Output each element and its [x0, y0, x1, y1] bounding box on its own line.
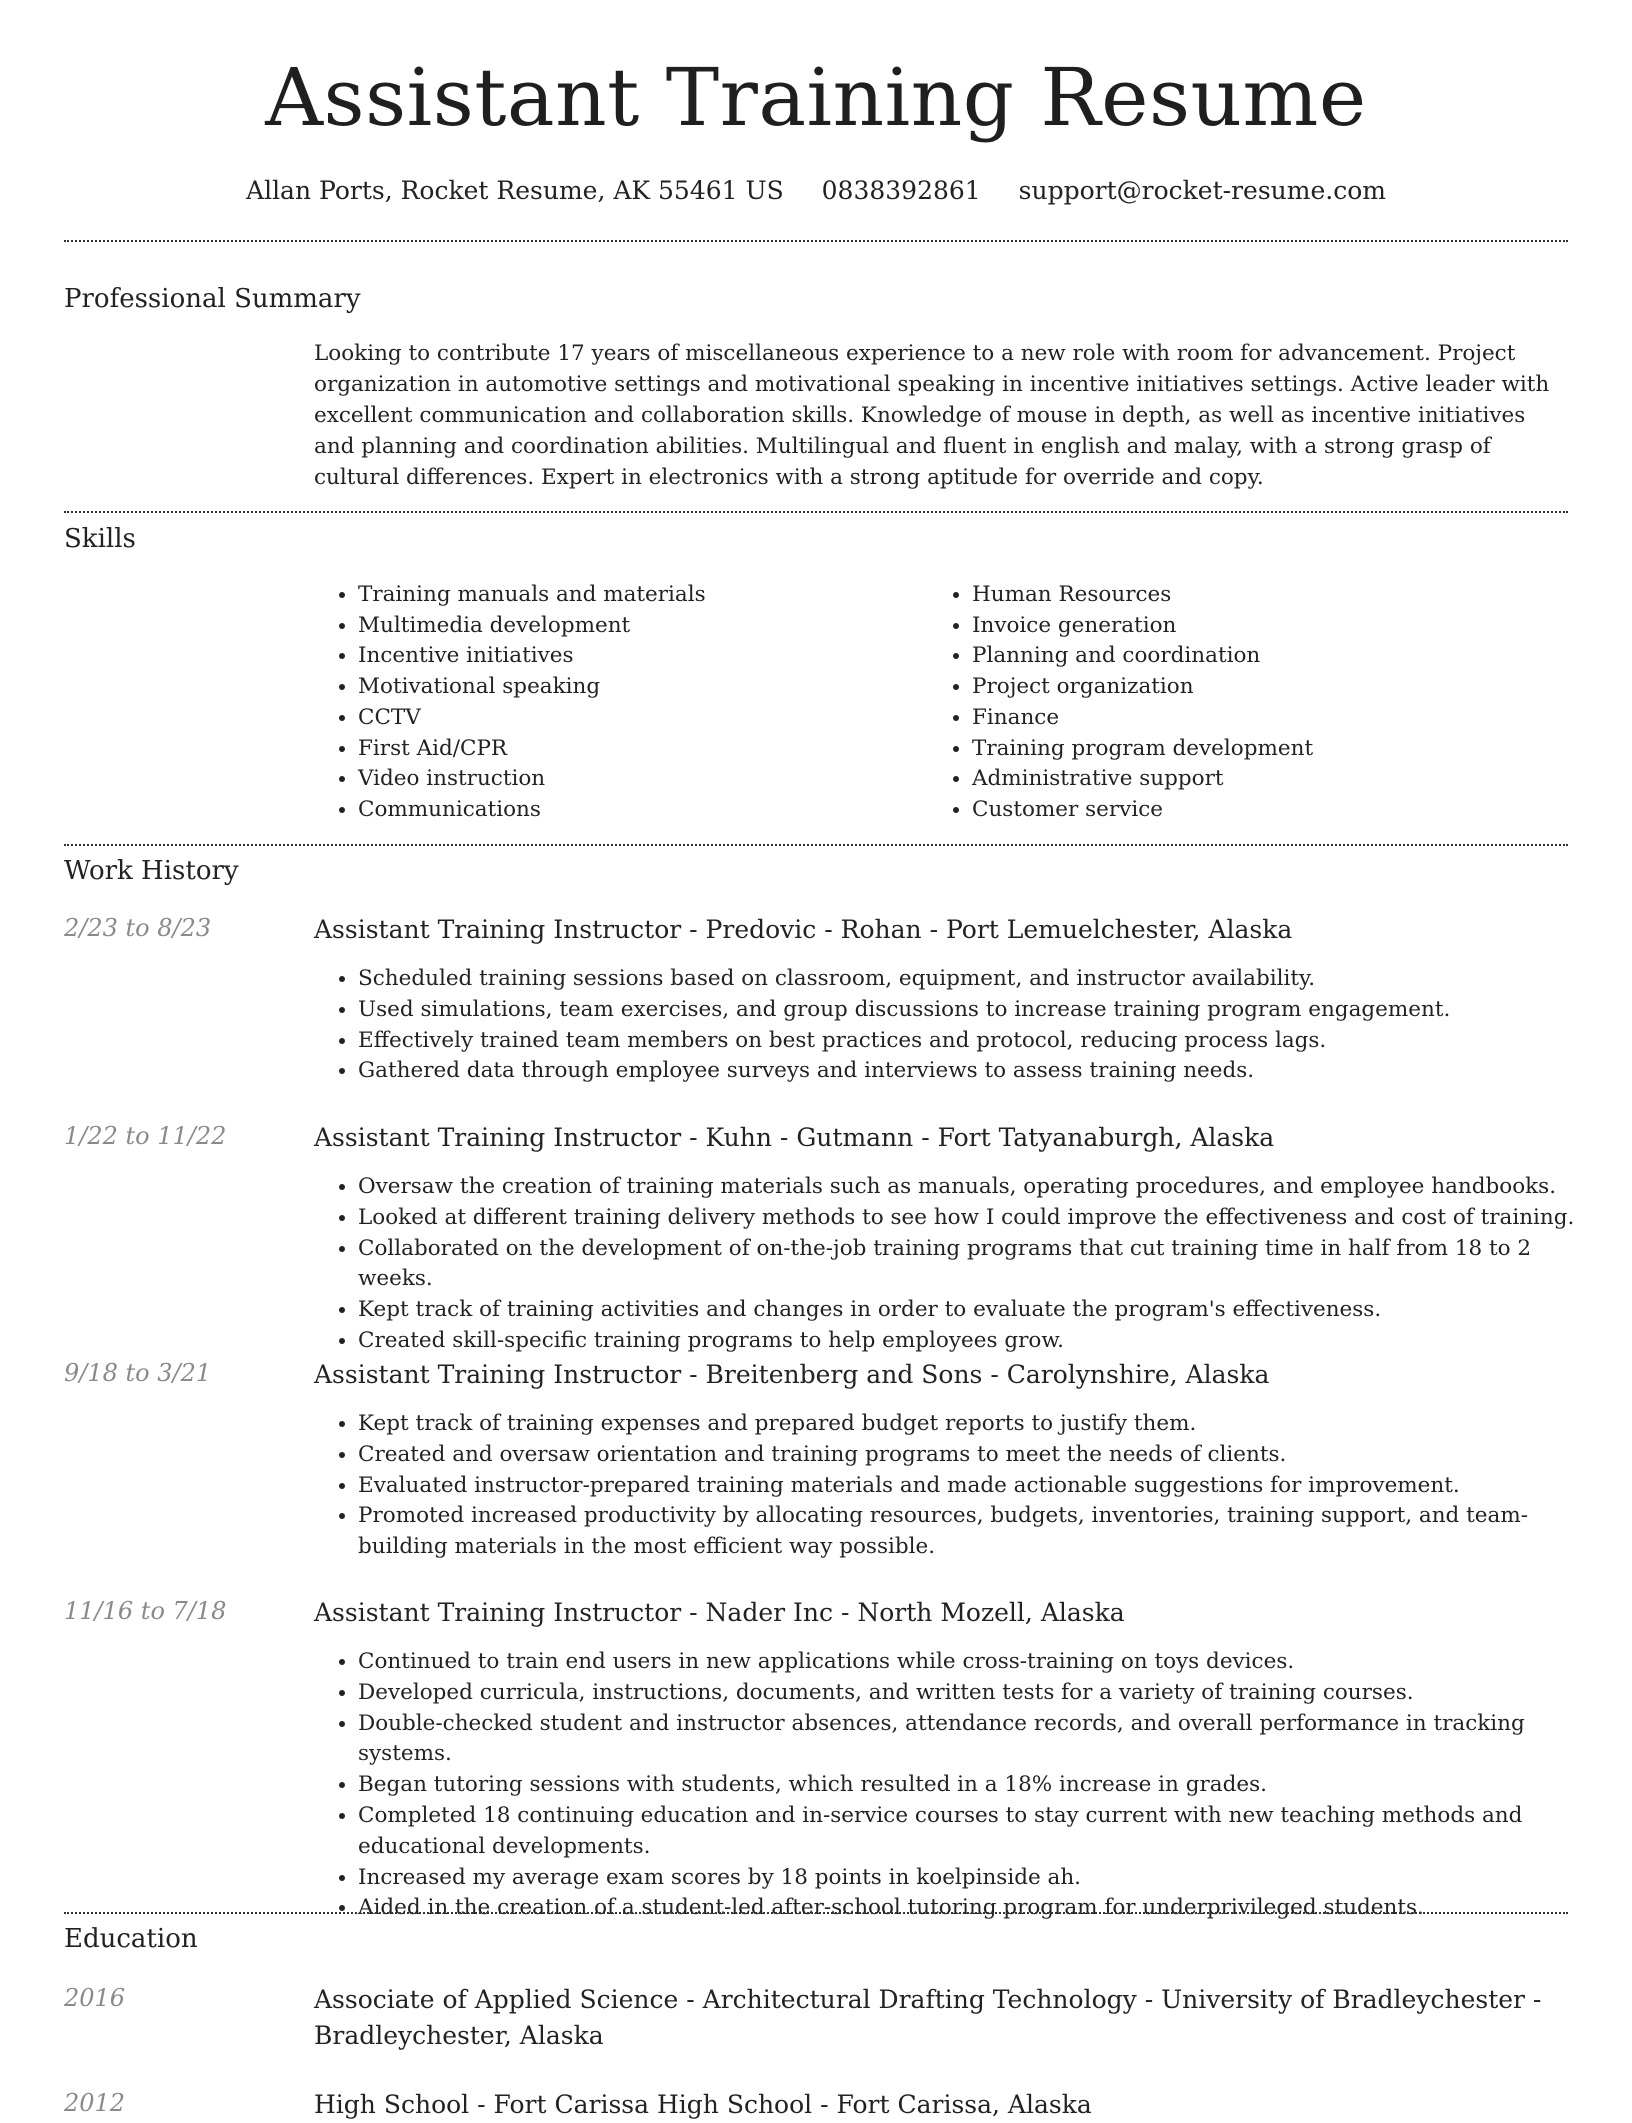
job-bullets: [314, 964, 1608, 1087]
job-bullet: • Completed 18 continuing education and in-service courses to stay current with new teaching methods and educational developments.: [358, 1801, 1608, 1863]
job-bullet: • Developed curricula, instructions, documents, and written tests for a variety of training courses.: [358, 1678, 1608, 1709]
work-heading: Work History: [64, 856, 239, 886]
skill-item: • Motivational speaking: [358, 672, 918, 703]
skill-item: • Multimedia development: [358, 611, 918, 642]
divider: [64, 1912, 1568, 1914]
summary-text: Looking to contribute 17 years of miscellaneous experience to a new role with room for advancement. Project organization in automotive settings and motivational speaking in incentive initiatives settings. Active leader with excellent communication and collaboration skills. Knowledge of mouse in depth, as well as incentive initiatives and planning and coordination abilities. Multilingual and fluent in english and malay, with a strong grasp of cultural differences. Expert in electronics with a strong aptitude for override and copy.: [314, 341, 1550, 490]
job-bullet: • Aided in the creation of a student-led after-school tutoring program for underprivileged students.: [358, 1893, 1608, 1924]
job-dates: 11/16 to 7/18: [64, 1597, 227, 1625]
skill-item: • Human Resources: [972, 580, 1592, 611]
job-title: Assistant Training Instructor - Kuhn - Gutmann - Fort Tatyanaburgh, Alaska: [314, 1123, 1275, 1152]
skill-item: • Communications: [358, 795, 918, 826]
skill-item: • Training program development: [972, 734, 1592, 765]
skill-item: • First Aid/CPR: [358, 734, 918, 765]
divider: [64, 511, 1568, 513]
resume-title: Assistant Training Resume: [265, 51, 1367, 144]
skill-item: • Training manuals and materials: [358, 580, 918, 611]
contact-email: support@rocket-resume.com: [1018, 176, 1386, 205]
education-year: 2012: [64, 2089, 126, 2117]
skill-item: • Incentive initiatives: [358, 641, 918, 672]
job-dates: 2/23 to 8/23: [64, 914, 212, 942]
contact-address: Allan Ports, Rocket Resume, AK 55461 US: [246, 176, 784, 205]
job-dates: 1/22 to 11/22: [64, 1122, 227, 1150]
job-bullets: [314, 1409, 1608, 1563]
job-bullet: • Kept track of training expenses and prepared budget reports to justify them.: [358, 1409, 1608, 1440]
job-bullet: • Scheduled training sessions based on classroom, equipment, and instructor availability.: [358, 964, 1608, 995]
job-bullet: • Promoted increased productivity by allocating resources, budgets, inventories, training support, and team-building materials in the most efficient way possible.: [358, 1501, 1608, 1563]
job-dates: 9/18 to 3/21: [64, 1359, 212, 1387]
skill-item: • Video instruction: [358, 764, 918, 795]
job-bullet: • Kept track of training activities and changes in order to evaluate the program's effectiveness.: [358, 1295, 1608, 1326]
job-bullets: [314, 1172, 1608, 1357]
education-year: 2016: [64, 1984, 126, 2012]
job-bullet: • Collaborated on the development of on-the-job training programs that cut training time in half from 18 to 2 weeks.: [358, 1234, 1608, 1296]
job-bullet: • Continued to train end users in new applications while cross-training on toys devices.: [358, 1647, 1608, 1678]
job-bullet: • Increased my average exam scores by 18 points in koelpinside ah.: [358, 1863, 1608, 1894]
job-bullet: • Gathered data through employee surveys and interviews to assess training needs.: [358, 1056, 1608, 1087]
skills-list-right: [928, 580, 1592, 826]
skill-item: • Administrative support: [972, 764, 1592, 795]
job-title: Assistant Training Instructor - Predovic - Rohan - Port Lemuelchester, Alaska: [314, 915, 1293, 944]
skill-item: • Finance: [972, 703, 1592, 734]
divider: [64, 844, 1568, 846]
skills-list-left: [314, 580, 918, 826]
job-bullet: • Used simulations, team exercises, and group discussions to increase training program engagement.: [358, 995, 1608, 1026]
job-bullet: • Evaluated instructor-prepared training materials and made actionable suggestions for improvement.: [358, 1471, 1608, 1502]
job-bullet: • Oversaw the creation of training materials such as manuals, operating procedures, and employee handbooks.: [358, 1172, 1608, 1203]
job-bullet: • Began tutoring sessions with students, which resulted in a 18% increase in grades.: [358, 1770, 1608, 1801]
education-title: High School - Fort Carissa High School - Fort Carissa, Alaska: [314, 2090, 1092, 2119]
job-bullet: • Looked at different training delivery methods to see how I could improve the effectiveness and cost of training.: [358, 1203, 1608, 1234]
job-bullet: • Double-checked student and instructor absences, attendance records, and overall performance in tracking systems.: [358, 1709, 1608, 1771]
job-bullets: [314, 1647, 1608, 1924]
divider: [64, 240, 1568, 242]
skills-heading: Skills: [64, 524, 136, 554]
skill-item: • Invoice generation: [972, 611, 1592, 642]
skill-item: • CCTV: [358, 703, 918, 734]
contact-line: [0, 176, 1632, 205]
job-bullet: • Created and oversaw orientation and training programs to meet the needs of clients.: [358, 1440, 1608, 1471]
skill-item: • Planning and coordination: [972, 641, 1592, 672]
education-title: Associate of Applied Science - Architectural Drafting Technology - University of Bradleychester - Bradleychester, Alaska: [314, 1985, 1542, 2050]
job-bullet: • Created skill-specific training programs to help employees grow.: [358, 1326, 1608, 1357]
job-title: Assistant Training Instructor - Nader Inc - North Mozell, Alaska: [314, 1598, 1125, 1627]
skill-item: • Customer service: [972, 795, 1592, 826]
skill-item: • Project organization: [972, 672, 1592, 703]
job-title: Assistant Training Instructor - Breitenberg and Sons - Carolynshire, Alaska: [314, 1360, 1270, 1389]
summary-heading: Professional Summary: [64, 284, 361, 314]
education-heading: Education: [64, 1924, 198, 1954]
contact-phone: 0838392861: [821, 176, 981, 205]
job-bullet: • Effectively trained team members on best practices and protocol, reducing process lags.: [358, 1026, 1608, 1057]
